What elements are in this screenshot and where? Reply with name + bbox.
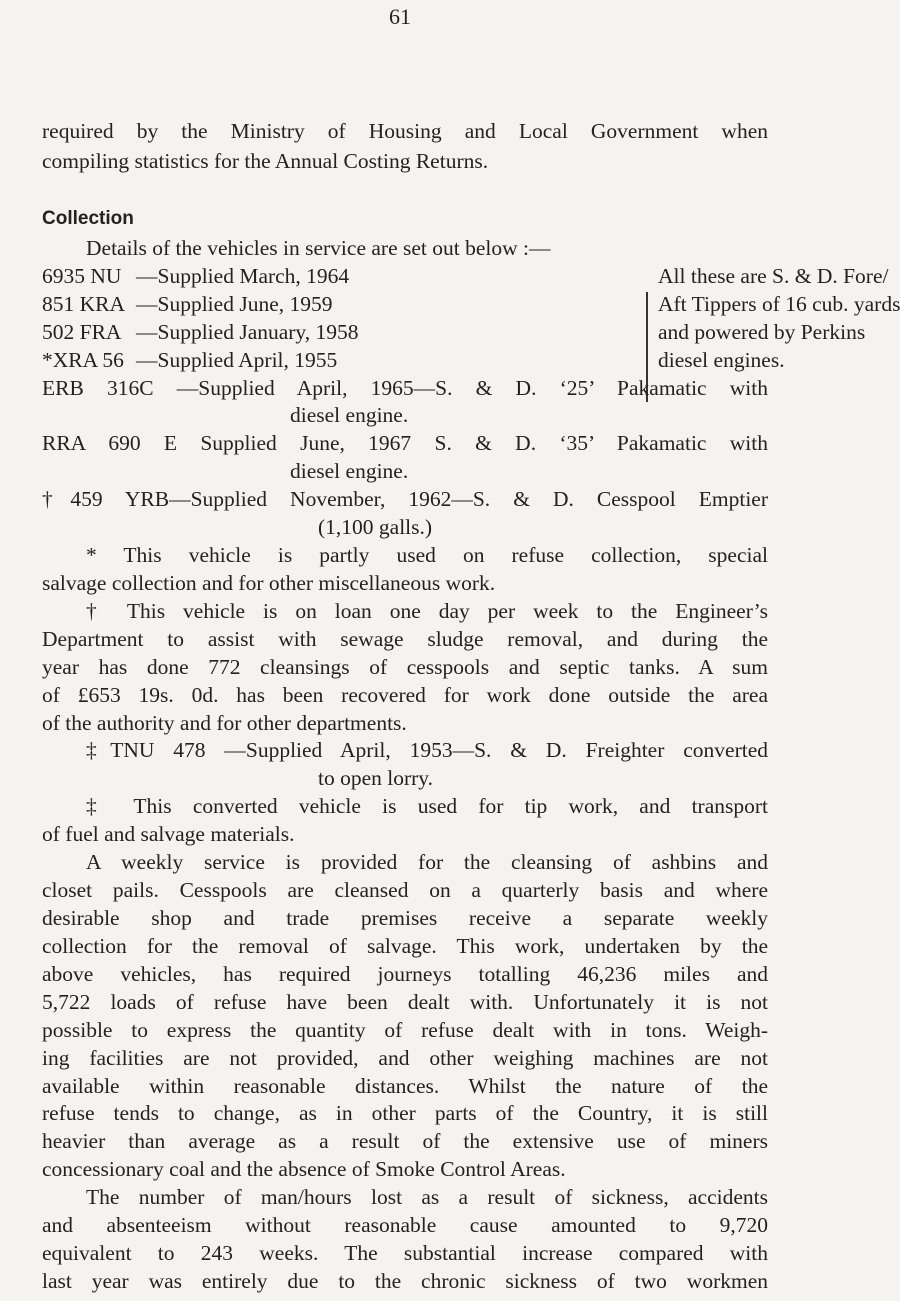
note-dagger-line: Department to assist with sewage sludge removal, and during the: [42, 626, 768, 651]
paragraph-line: concessionary coal and the absence of Smoke Control Areas.: [42, 1157, 566, 1182]
paragraph-line: refuse tends to change, as in other parts of the Country, it is still: [42, 1101, 768, 1126]
note-double-dagger: ‡ This converted vehicle is used for tip work, and transport: [86, 794, 768, 819]
paragraph-line: and absenteeism without reasonable cause amounted to 9,720: [42, 1213, 768, 1238]
note-dagger-line: of £653 19s. 0d. has been recovered for work done outside the area: [42, 682, 768, 707]
vehicle-supplied: —Supplied January, 1958: [136, 319, 359, 344]
section-heading: Collection: [42, 208, 134, 230]
paragraph-line: A weekly service is provided for the cleansing of ashbins and: [86, 850, 768, 875]
details-intro: Details of the vehicles in service are set out below :—: [86, 235, 551, 260]
paragraph-line: ing facilities are not provided, and other weighing machines are not: [42, 1045, 768, 1070]
paragraph-line: above vehicles, has required journeys totalling 46,236 miles and: [42, 961, 768, 986]
note-star-cont: salvage collection and for other miscellaneous work.: [42, 570, 496, 595]
vehicle-supplied: —Supplied March, 1964: [136, 263, 350, 288]
paragraph-line: desirable shop and trade premises receive a separate weekly: [42, 906, 768, 931]
vehicle-supplied: —Supplied April, 1955: [136, 347, 338, 372]
group-note-line: diesel engines.: [658, 347, 785, 372]
vehicle-entry-tnu: ‡TNU 478 —Supplied April, 1953—S. & D. Freighter converted: [86, 738, 768, 763]
vehicle-entry-tnu-cont: to open lorry.: [318, 766, 434, 791]
group-note-line: and powered by Perkins: [658, 319, 866, 344]
vehicle-reg: 502 FRA: [42, 319, 122, 344]
group-note-line: All these are S. & D. Fore/: [658, 263, 889, 288]
vehicle-entry-rra-cont: diesel engine.: [290, 459, 409, 484]
vehicle-entry-erb: ERB 316C —Supplied April, 1965—S. & D. ‘25’ Pakamatic with: [42, 375, 768, 400]
vehicle-reg: *XRA 56: [42, 347, 124, 372]
paragraph-line: collection for the removal of salvage. This work, undertaken by the: [42, 933, 768, 958]
vehicle-entry-erb-cont: diesel engine.: [290, 403, 409, 428]
intro-line: required by the Ministry of Housing and Local Government when: [42, 119, 768, 143]
vehicle-entry-yrb: †459 YRB—Supplied November, 1962—S. & D. Cesspool Emptier: [42, 487, 768, 512]
note-double-dagger-cont: of fuel and salvage materials.: [42, 822, 295, 847]
note-dagger-line: year has done 772 cleansings of cesspools and septic tanks. A sum: [42, 654, 768, 679]
vehicle-entry-yrb-cont: (1,100 galls.): [318, 515, 433, 540]
note-dagger-line: † This vehicle is on loan one day per week to the Engineer’s: [86, 598, 768, 623]
note-dagger-line: of the authority and for other departments.: [42, 710, 407, 735]
group-note-line: Aft Tippers of 16 cub. yards: [658, 291, 900, 316]
paragraph-line: heavier than average as a result of the extensive use of miners: [42, 1129, 768, 1154]
paragraph-line: available within reasonable distances. Whilst the nature of the: [42, 1073, 768, 1098]
paragraph-line: The number of man/hours lost as a result of sickness, accidents: [86, 1185, 768, 1210]
paragraph-line: closet pails. Cesspools are cleansed on a quarterly basis and where: [42, 878, 768, 903]
note-star: * This vehicle is partly used on refuse collection, special: [86, 543, 768, 568]
paragraph-line: possible to express the quantity of refuse dealt with in tons. Weigh-: [42, 1017, 768, 1042]
paragraph-line: last year was entirely due to the chronic sickness of two workmen: [42, 1269, 768, 1293]
paragraph-line: equivalent to 243 weeks. The substantial increase compared with: [42, 1241, 768, 1266]
paragraph-line: 5,722 loads of refuse have been dealt with. Unfortunately it is not: [42, 989, 768, 1014]
page-number: 61: [389, 4, 411, 29]
vehicle-supplied: —Supplied June, 1959: [136, 291, 333, 316]
vehicle-entry-rra: RRA 690 E Supplied June, 1967 S. & D. ‘35’ Pakamatic with: [42, 431, 768, 456]
intro-line: compiling statistics for the Annual Costing Returns.: [42, 148, 489, 173]
vehicle-reg: 851 KRA: [42, 291, 126, 316]
vehicle-reg: 6935 NU: [42, 263, 122, 288]
